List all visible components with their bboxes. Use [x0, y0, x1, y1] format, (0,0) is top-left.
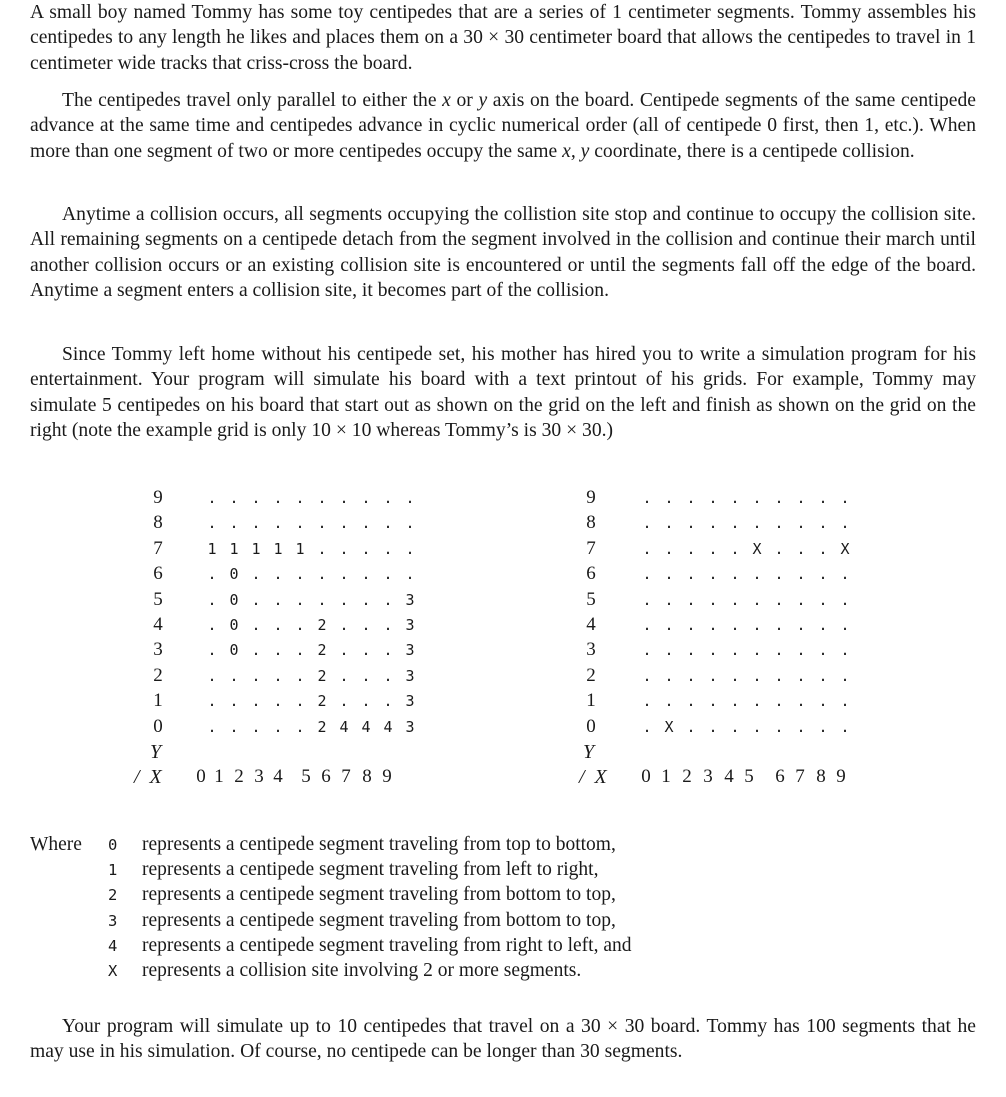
- grid-cell: .: [730, 717, 740, 736]
- grid-cell: .: [796, 489, 806, 507]
- grid-cell: .: [686, 489, 696, 507]
- grid-cell: .: [774, 641, 784, 660]
- grid-cell: .: [273, 666, 283, 685]
- grid-cell: .: [840, 692, 850, 711]
- grid-cell: .: [642, 590, 652, 609]
- grid-cell: 3: [405, 717, 415, 736]
- math-x: x: [442, 90, 451, 111]
- grid-cell: .: [405, 539, 415, 558]
- grid-cell: .: [383, 514, 393, 533]
- grid-cell: .: [796, 641, 806, 660]
- math-xy: x, y: [562, 140, 590, 162]
- x-tick-label: 7: [341, 766, 351, 788]
- grid-cell: .: [840, 641, 850, 660]
- grid-cell: 0: [229, 565, 239, 584]
- grid-cell: .: [207, 514, 217, 533]
- grid-cell: .: [295, 641, 305, 660]
- x-tick-label: 0: [641, 766, 651, 788]
- grid-cell: .: [840, 616, 850, 634]
- y-tick-label: 2: [586, 664, 596, 686]
- grid-cell: .: [339, 514, 349, 533]
- grid-cell: .: [295, 666, 305, 685]
- grid-cell: .: [361, 514, 371, 533]
- y-tick-label: 6: [153, 563, 163, 585]
- grid-cell: .: [730, 692, 740, 711]
- grid-cell: .: [686, 590, 696, 609]
- grid-cell: .: [251, 641, 261, 660]
- grid-cell: .: [686, 641, 696, 660]
- legend-symbol: X: [108, 962, 118, 980]
- text-run: axis on the board. Centipede segments of the same centipede advance at the same time and centipedes advance in cyclic numerical order (all of centipede 0 first, then 1, etc.). When more than one segment of two or more centipedes occupy the same: [30, 90, 976, 162]
- grid-cell: .: [708, 514, 718, 533]
- grid-cell: .: [207, 565, 217, 584]
- grid-cell: .: [774, 539, 784, 558]
- grid-cell: .: [405, 514, 415, 533]
- grid-cell: .: [840, 565, 850, 584]
- grid-cell: .: [686, 692, 696, 711]
- legend-item: [108, 933, 632, 958]
- grid-cell: .: [642, 616, 652, 634]
- grid-cell: .: [708, 666, 718, 685]
- grid-cell: .: [752, 616, 762, 634]
- grid-cell: .: [664, 539, 674, 558]
- text-run: The centipedes travel only parallel to either the: [62, 90, 443, 111]
- grid-cell: .: [273, 641, 283, 660]
- grid-cell: .: [774, 590, 784, 609]
- x-tick-label: 1: [661, 766, 671, 788]
- y-tick-label: 3: [586, 639, 596, 661]
- grid-cell: .: [686, 539, 696, 558]
- legend-symbol: 4: [108, 936, 118, 955]
- grid-cell: .: [207, 717, 217, 736]
- y-tick-label: 8: [586, 512, 596, 534]
- grid-cell: .: [686, 514, 696, 533]
- grid-cell: .: [642, 539, 652, 558]
- grid-cell: .: [383, 539, 393, 558]
- grid-cell: .: [796, 565, 806, 584]
- grid-cell: .: [752, 666, 762, 685]
- legend-text: represents a centipede segment traveling from top to bottom,: [142, 834, 616, 855]
- grid-cell: 0: [229, 616, 239, 634]
- grid-cell: .: [730, 616, 740, 634]
- grid-cell: .: [229, 489, 239, 507]
- grid-cell: .: [207, 666, 217, 685]
- grid-cell: .: [642, 717, 652, 736]
- grid-cell: 2: [317, 717, 327, 736]
- grid-cell: .: [818, 514, 828, 533]
- grid-cell: .: [405, 489, 415, 507]
- grid-cell: .: [752, 514, 762, 533]
- grid-cell: .: [796, 692, 806, 711]
- grid-cell: .: [730, 539, 740, 558]
- y-tick-label: 3: [153, 639, 163, 661]
- grid-cell: 1: [295, 539, 305, 558]
- grid-cell: .: [818, 565, 828, 584]
- grid-cell: .: [774, 666, 784, 685]
- x-tick-label: 5: [301, 766, 311, 788]
- grid-cell: .: [642, 641, 652, 660]
- grid-cell: .: [383, 641, 393, 660]
- grid-cell: X: [840, 539, 850, 558]
- grid-cell: .: [818, 489, 828, 507]
- grid-cell: .: [730, 514, 740, 533]
- grid-cell: 4: [383, 717, 393, 736]
- grid-cell: 3: [405, 590, 415, 609]
- grid-cell: .: [317, 590, 327, 609]
- grid-cell: 3: [405, 692, 415, 711]
- x-tick-label: 2: [234, 766, 244, 788]
- legend-item: [108, 882, 616, 907]
- grid-cell: .: [664, 514, 674, 533]
- grid-cell: .: [774, 514, 784, 533]
- grid-cell: .: [708, 692, 718, 711]
- grid-cell: .: [664, 616, 674, 634]
- grid-cell: .: [686, 717, 696, 736]
- grid-cell: .: [251, 692, 261, 711]
- grid-cell: .: [207, 489, 217, 507]
- math-y: y: [478, 90, 488, 111]
- y-tick-label: 7: [153, 537, 163, 559]
- x-tick-label: 1: [214, 766, 224, 788]
- grid-cell: .: [752, 590, 762, 609]
- grid-cell: .: [273, 514, 283, 533]
- grid-cell: X: [752, 539, 762, 558]
- grid-cell: .: [642, 489, 652, 507]
- grid-cell: 1: [229, 539, 239, 558]
- grid-cell: .: [339, 692, 349, 711]
- x-tick-label: 6: [321, 766, 331, 788]
- grid-cell: .: [317, 565, 327, 584]
- grid-cell: .: [686, 565, 696, 584]
- legend-symbol: 0: [108, 836, 118, 854]
- grid-cell: 0: [229, 590, 239, 609]
- grid-cell: 4: [361, 717, 371, 736]
- grid-cell: .: [818, 717, 828, 736]
- legend-text: represents a centipede segment traveling from bottom to top,: [142, 909, 616, 931]
- grid-cell: .: [796, 590, 806, 609]
- grid-cell: .: [774, 692, 784, 711]
- y-tick-label: 1: [153, 690, 163, 712]
- x-tick-label: 5: [744, 766, 754, 788]
- grid-cell: .: [207, 616, 217, 634]
- x-tick-label: 0: [196, 766, 206, 788]
- grid-cell: .: [295, 489, 305, 507]
- grid-cell: .: [273, 717, 283, 736]
- grid-cell: .: [708, 565, 718, 584]
- grid-cell: .: [273, 489, 283, 507]
- grid-cell: .: [251, 666, 261, 685]
- intro-paragraph: A small boy named Tommy has some toy centipedes that are a series of 1 centimeter segments. Tommy assembles his centipedes to any length he likes and places them on a 30 × 30 centimeter board that allows the centipedes to travel in 1 centimeter wide tracks that criss-cross the board.: [30, 2, 976, 74]
- grid-cell: .: [339, 590, 349, 609]
- grid-cell: 0: [229, 641, 239, 660]
- grid-cell: .: [295, 616, 305, 634]
- grid-cell: .: [752, 565, 762, 584]
- x-tick-label: 8: [362, 766, 372, 788]
- grid-cell: .: [317, 514, 327, 533]
- movement-rules-paragraph: [30, 88, 976, 164]
- grid-cell: .: [708, 489, 718, 507]
- grid-cell: .: [664, 641, 674, 660]
- grid-cell: .: [730, 489, 740, 507]
- grid-cell: .: [361, 489, 371, 507]
- grid-cell: .: [642, 666, 652, 685]
- grid-cell: .: [383, 616, 393, 634]
- grid-cell: .: [642, 565, 652, 584]
- grid-cell: .: [251, 489, 261, 507]
- grid-cell: .: [273, 692, 283, 711]
- grid-cell: .: [339, 641, 349, 660]
- grid-cell: .: [730, 666, 740, 685]
- grid-cell: .: [730, 590, 740, 609]
- grid-cell: .: [818, 666, 828, 685]
- y-tick-label: 6: [586, 563, 596, 585]
- x-tick-label: 9: [836, 766, 846, 788]
- grid-cell: .: [752, 692, 762, 711]
- grid-cell: .: [339, 616, 349, 634]
- y-tick-label: 5: [586, 588, 596, 610]
- grid-cell: .: [339, 539, 349, 558]
- y-tick-label: 7: [586, 537, 596, 559]
- grid-cell: .: [295, 692, 305, 711]
- grid-cell: .: [796, 539, 806, 558]
- grid-cell: .: [207, 590, 217, 609]
- grid-cell: 2: [317, 641, 327, 660]
- legend-item: [108, 857, 598, 882]
- finish-grid: [567, 488, 887, 798]
- grid-cell: 3: [405, 641, 415, 660]
- legend-symbol: 1: [108, 861, 118, 880]
- text-run: coordinate, there is a centipede collision.: [589, 140, 915, 162]
- collision-rules-paragraph: Anytime a collision occurs, all segments occupying the collistion site stop and continue to occupy the collision site. All remaining segments on a centipede detach from the segment involved in the collision and continue their march until another collision occurs or an existing collision site is encountered or until the segments fall off the edge of the board. Anytime a segment enters a collision site, it becomes part of the collision.: [30, 204, 976, 301]
- grid-cell: .: [273, 565, 283, 584]
- grid-cell: .: [730, 641, 740, 660]
- grid-cell: .: [708, 717, 718, 736]
- legend-where-label: Where: [30, 834, 82, 855]
- grid-cell: .: [273, 590, 283, 609]
- grid-cell: .: [840, 489, 850, 507]
- simulation-intro-paragraph: Since Tommy left home without his centipede set, his mother has hired you to write a simulation program for his entertainment. Your program will simulate his board with a text printout of his grids. For example, Tommy may simulate 5 centipedes on his board that start out as shown on the grid on the left and finish as shown on the grid on the right (note the example grid is only 10 × 10 whereas Tommy’s is 30 × 30.): [30, 344, 976, 441]
- grid-cell: .: [251, 514, 261, 533]
- grid-cell: .: [251, 565, 261, 584]
- grid-cell: .: [840, 717, 850, 736]
- grid-cell: .: [361, 616, 371, 634]
- grid-cell: .: [361, 565, 371, 584]
- grid-cell: .: [251, 616, 261, 634]
- grid-cell: .: [207, 641, 217, 660]
- grid-cell: .: [796, 666, 806, 685]
- grid-cell: .: [295, 514, 305, 533]
- grid-cell: .: [774, 616, 784, 634]
- grid-cell: .: [730, 565, 740, 584]
- y-tick-label: 8: [153, 512, 163, 534]
- grid-cell: .: [361, 666, 371, 685]
- x-tick-label: 8: [816, 766, 826, 788]
- y-tick-label: 0: [586, 715, 596, 737]
- start-grid: [130, 488, 450, 798]
- grid-cell: .: [664, 565, 674, 584]
- x-tick-label: 6: [775, 766, 785, 788]
- x-tick-label: 2: [682, 766, 692, 788]
- grid-cell: .: [796, 616, 806, 634]
- x-axis-label: / X: [579, 766, 607, 789]
- grid-cell: .: [796, 717, 806, 736]
- grid-cell: 1: [273, 539, 283, 558]
- grid-cell: .: [796, 514, 806, 533]
- constraints-paragraph: Your program will simulate up to 10 centipedes that travel on a 30 × 30 board. Tommy has 100 segments that he may use in his simulation. Of course, no centipede can be longer than 30 segments.: [30, 1016, 976, 1063]
- grid-cell: .: [686, 666, 696, 685]
- y-tick-label: 1: [586, 690, 596, 712]
- x-tick-label: 7: [795, 766, 805, 788]
- grid-cell: .: [229, 692, 239, 711]
- grid-cell: .: [383, 590, 393, 609]
- grid-cell: .: [642, 692, 652, 711]
- grid-cell: .: [664, 489, 674, 507]
- grid-cell: .: [752, 489, 762, 507]
- grid-cell: .: [361, 641, 371, 660]
- grid-cell: 2: [317, 692, 327, 711]
- grid-cell: .: [339, 489, 349, 507]
- grid-cell: .: [295, 717, 305, 736]
- grid-cell: .: [818, 616, 828, 634]
- y-tick-label: 4: [586, 614, 596, 635]
- y-tick-label: 9: [153, 487, 163, 508]
- grid-cell: .: [818, 539, 828, 558]
- y-tick-label: 4: [153, 614, 163, 635]
- grid-cell: 3: [405, 616, 415, 634]
- y-tick-label: 9: [586, 487, 596, 508]
- grid-cell: .: [664, 692, 674, 711]
- grid-cell: 3: [405, 666, 415, 685]
- grid-cell: .: [229, 717, 239, 736]
- grid-cell: .: [642, 514, 652, 533]
- legend-text: represents a centipede segment traveling from bottom to top,: [142, 884, 616, 906]
- grid-cell: .: [405, 565, 415, 584]
- grid-cell: .: [708, 641, 718, 660]
- legend-item: [108, 958, 581, 983]
- grid-cell: .: [251, 590, 261, 609]
- y-tick-label: 0: [153, 715, 163, 737]
- grid-cell: .: [339, 565, 349, 584]
- x-tick-label: 9: [382, 766, 392, 788]
- grid-cell: .: [774, 565, 784, 584]
- grid-cell: .: [361, 590, 371, 609]
- grid-cell: .: [295, 565, 305, 584]
- grid-cell: 2: [317, 666, 327, 685]
- grid-cell: .: [774, 489, 784, 507]
- grid-cell: .: [229, 666, 239, 685]
- grid-cell: .: [818, 590, 828, 609]
- grid-cell: .: [818, 641, 828, 660]
- grid-cell: 4: [339, 717, 349, 736]
- grid-cell: .: [708, 590, 718, 609]
- grid-cell: .: [207, 692, 217, 711]
- grid-cell: .: [383, 565, 393, 584]
- y-tick-label: 2: [153, 664, 163, 686]
- grid-cell: .: [686, 616, 696, 634]
- grid-cell: .: [317, 489, 327, 507]
- legend-text: represents a centipede segment traveling from right to left, and: [142, 934, 632, 956]
- grid-cell: .: [317, 539, 327, 558]
- grid-cell: .: [664, 666, 674, 685]
- grid-cell: .: [339, 666, 349, 685]
- grid-cell: .: [229, 514, 239, 533]
- x-tick-label: 4: [273, 766, 283, 788]
- x-axis-label: / X: [134, 766, 162, 789]
- text-run: or: [450, 90, 479, 111]
- grid-cell: .: [708, 539, 718, 558]
- grid-cell: .: [273, 616, 283, 634]
- grid-cell: .: [383, 666, 393, 685]
- y-axis-label: Y: [150, 741, 162, 763]
- x-tick-label: 4: [724, 766, 734, 788]
- legend-symbol: 3: [108, 911, 118, 930]
- legend-text: represents a collision site involving 2 or more segments.: [142, 960, 582, 981]
- legend-text: represents a centipede segment traveling from left to right,: [142, 859, 599, 881]
- grid-cell: .: [840, 590, 850, 609]
- y-tick-label: 5: [153, 588, 163, 610]
- grid-cell: .: [752, 717, 762, 736]
- legend-item: [108, 832, 616, 857]
- grid-cell: .: [361, 539, 371, 558]
- x-tick-label: 3: [703, 766, 713, 788]
- y-axis-label: Y: [583, 741, 595, 763]
- grid-cell: .: [840, 666, 850, 685]
- legend-item: [108, 908, 616, 933]
- grid-cell: .: [752, 641, 762, 660]
- grid-cell: 1: [251, 539, 261, 558]
- grid-cell: .: [361, 692, 371, 711]
- grid-cell: 2: [317, 616, 327, 634]
- x-tick-label: 3: [254, 766, 264, 788]
- grid-cell: X: [664, 717, 674, 736]
- grid-cell: .: [295, 590, 305, 609]
- grid-cell: .: [774, 717, 784, 736]
- grid-cell: .: [664, 590, 674, 609]
- legend-symbol: 2: [108, 886, 118, 905]
- grid-cell: .: [818, 692, 828, 711]
- grid-cell: .: [708, 616, 718, 634]
- grid-cell: .: [383, 489, 393, 507]
- grid-cell: .: [383, 692, 393, 711]
- grid-cell: .: [840, 514, 850, 533]
- grid-cell: .: [251, 717, 261, 736]
- grid-cell: 1: [207, 539, 217, 558]
